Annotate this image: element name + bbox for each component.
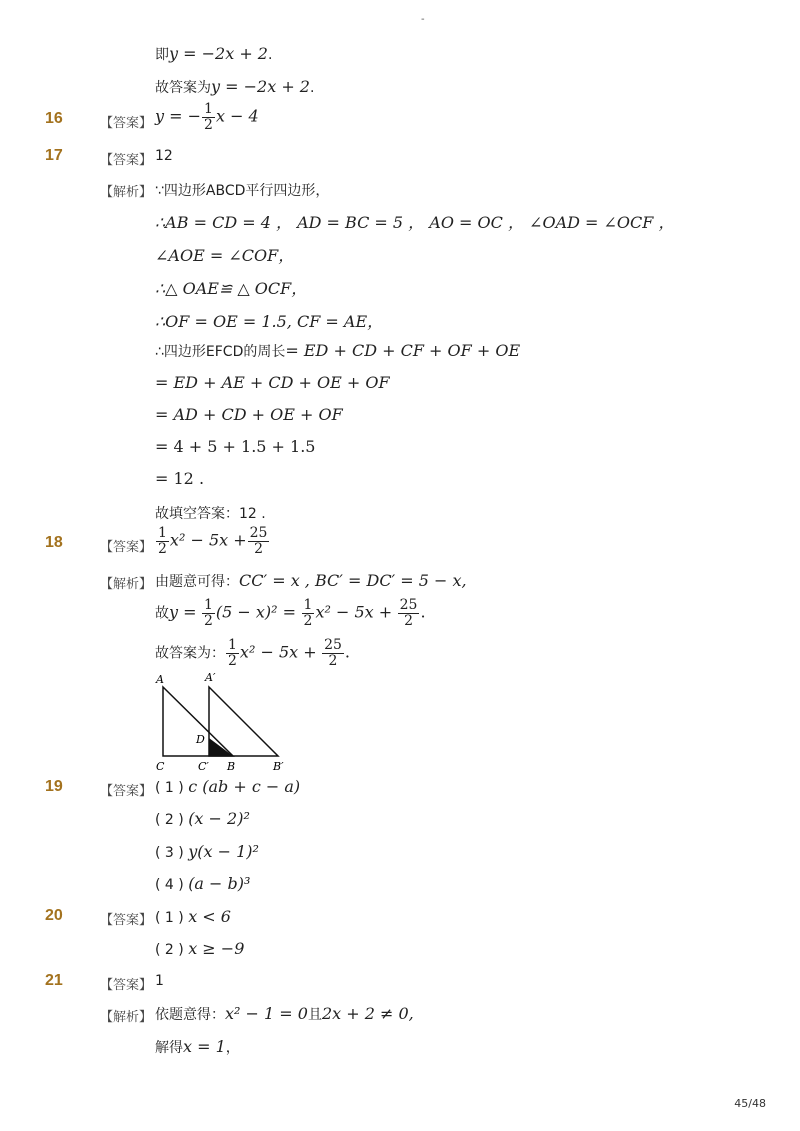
math: x² − 5x + <box>239 642 317 662</box>
part-label: ( 1 ) <box>155 780 184 796</box>
text: 故 <box>155 605 169 622</box>
text: . <box>267 47 273 63</box>
label-c-prime: C′ <box>198 760 209 773</box>
question-number: 18 <box>45 534 63 551</box>
fraction <box>202 598 215 629</box>
math: y = − <box>155 106 202 126</box>
q17-l3: ∠AOE = ∠COF， <box>155 246 295 265</box>
math: 2x + 2 ≠ 0, <box>321 1004 414 1023</box>
answer-tag: 【答案】 <box>100 784 153 799</box>
q18-l2 <box>155 598 426 629</box>
q20-p2 <box>155 939 244 958</box>
answer-tag: 【答案】 <box>100 913 153 928</box>
q17-answer: 12 <box>155 148 173 164</box>
label-b-prime: B′ <box>273 760 284 773</box>
q18-answer <box>155 526 270 557</box>
q19-p4 <box>155 874 250 893</box>
q17-l6 <box>155 341 520 361</box>
question-number: 17 <box>45 147 63 164</box>
text: ， <box>225 1040 240 1056</box>
answer-tag: 【答案】 <box>100 116 153 131</box>
math: x² − 5x + <box>169 530 247 550</box>
q17-l1: ∵四边形ABCD平行四边形， <box>155 183 330 199</box>
denominator: 2 <box>203 613 213 629</box>
q20-p1 <box>155 907 231 926</box>
math: y(x − 1)² <box>188 842 259 861</box>
top-mark: - <box>421 14 425 25</box>
q17-l5: ∴OF = OE = 1.5, CF = AE， <box>155 312 384 331</box>
math: x ≥ −9 <box>188 939 245 958</box>
math: . <box>420 602 426 622</box>
fraction <box>398 598 420 629</box>
fraction <box>202 102 215 133</box>
analysis-tag: 【解析】 <box>100 185 153 200</box>
numerator: 1 <box>228 637 237 653</box>
label-a-prime: A′ <box>205 671 216 684</box>
question-number: 20 <box>45 907 63 924</box>
math: y = <box>169 602 197 622</box>
fraction <box>322 638 344 669</box>
q21-answer: 1 <box>155 973 164 989</box>
math: CC′ = x , BC′ = DC′ = 5 − x, <box>239 571 467 590</box>
math: y = −2x + 2 <box>169 44 268 63</box>
q17-l2: ∴AB = CD = 4 ， AD = BC = 5 ， AO = OC ， ∠OAD = ∠OCF ， <box>155 213 675 232</box>
part-label: ( 2 ) <box>155 942 184 958</box>
denominator: 2 <box>303 613 313 629</box>
math: x² − 1 = 0 <box>225 1004 308 1023</box>
q15-line1 <box>155 44 272 64</box>
q17-l10: = 12 . <box>155 469 205 488</box>
denominator: 2 <box>228 653 237 669</box>
numerator: 1 <box>204 101 213 117</box>
q19-p3 <box>155 842 259 861</box>
math: = ED + CD + CF + OF + OE <box>285 341 521 360</box>
q19-p2 <box>155 809 250 828</box>
q17-l8: = AD + CD + OE + OF <box>155 405 343 424</box>
q21-l1 <box>155 1004 414 1024</box>
q19-p1 <box>155 777 300 796</box>
numerator: 25 <box>324 637 342 653</box>
question-number: 16 <box>45 110 63 127</box>
denominator: 2 <box>158 541 167 557</box>
denominator: 2 <box>254 541 264 557</box>
triangle-figure <box>150 670 300 778</box>
math: x² − 5x + <box>315 602 393 622</box>
denominator: 2 <box>404 613 413 629</box>
label-a: A <box>156 673 164 686</box>
numerator: 1 <box>303 597 313 613</box>
text: 即 <box>155 47 169 63</box>
math: x = 1 <box>183 1037 226 1056</box>
fraction <box>226 638 239 669</box>
text: 依题意得： <box>155 1007 225 1023</box>
denominator: 2 <box>204 117 213 133</box>
q17-l11: 故填空答案：12 . <box>155 506 266 522</box>
text: 由题意可得： <box>155 574 239 590</box>
text: 且 <box>307 1007 322 1023</box>
text: 故答案为： <box>155 645 225 662</box>
fraction <box>302 598 315 629</box>
numerator: 1 <box>203 597 213 613</box>
q16-answer <box>155 102 259 133</box>
denominator: 2 <box>328 653 338 669</box>
q17-l4: ∴△ OAE≌ △ OCF， <box>155 279 308 298</box>
page-number: 45/48 <box>734 1097 766 1110</box>
part-label: ( 1 ) <box>155 910 184 926</box>
math: x < 6 <box>188 907 231 926</box>
q17-l9: = 4 + 5 + 1.5 + 1.5 <box>155 437 316 456</box>
numerator: 25 <box>249 525 268 541</box>
part-label: ( 2 ) <box>155 812 184 828</box>
q18-l3 <box>155 638 350 669</box>
math: (a − b)³ <box>188 874 251 893</box>
q17-l7: = ED + AE + CD + OE + OF <box>155 373 390 392</box>
triangle-a2b2c2 <box>209 687 278 756</box>
analysis-tag: 【解析】 <box>100 577 153 592</box>
math: (x − 2)² <box>188 809 250 828</box>
label-c: C <box>156 760 165 773</box>
answer-tag: 【答案】 <box>100 540 153 555</box>
numerator: 1 <box>158 525 167 541</box>
fraction <box>156 526 169 557</box>
question-number: 21 <box>45 972 63 989</box>
math: . <box>344 642 351 662</box>
q15-line2 <box>155 77 314 97</box>
text: 故答案为 <box>155 80 211 96</box>
q21-l2 <box>155 1037 240 1057</box>
question-number: 19 <box>45 778 63 795</box>
part-label: ( 3 ) <box>155 845 184 861</box>
part-label: ( 4 ) <box>155 877 184 893</box>
text: ∴四边形EFCD的周长 <box>155 344 286 360</box>
fraction <box>248 526 270 557</box>
math: c (ab + c − a) <box>188 777 301 796</box>
math: x − 4 <box>215 106 259 126</box>
q18-l1 <box>155 571 467 591</box>
text: . <box>309 80 315 96</box>
answer-tag: 【答案】 <box>100 153 153 168</box>
label-b: B <box>227 760 236 773</box>
math: (5 − x)² = <box>215 602 297 622</box>
label-d: D <box>196 733 205 746</box>
numerator: 25 <box>399 597 418 613</box>
analysis-tag: 【解析】 <box>100 1010 153 1025</box>
math: y = −2x + 2 <box>211 77 310 96</box>
text: 解得 <box>155 1040 183 1056</box>
answer-tag: 【答案】 <box>100 978 153 993</box>
